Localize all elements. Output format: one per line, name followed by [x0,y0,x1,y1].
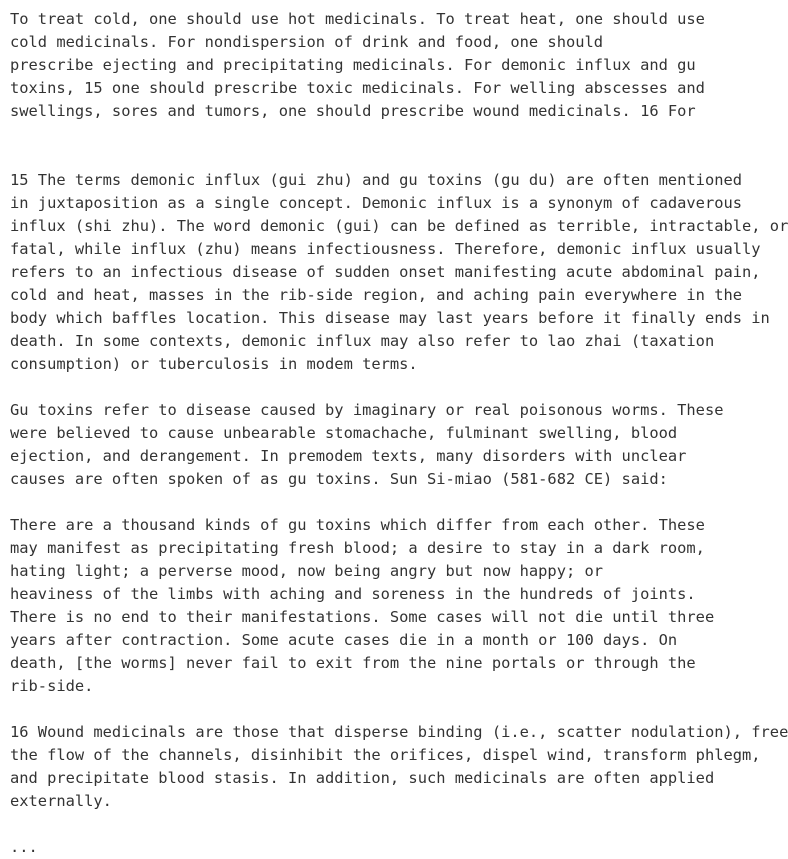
text-line: in juxtaposition as a single concept. Demonic influx is a synonym of cadaverous [10,194,743,212]
quote-paragraph [10,514,771,698]
text-line: To treat cold, one should use hot medicinals. To treat heat, one should use [10,10,705,28]
text-line: There is no end to their manifestations. Some cases will not die until three [10,608,715,626]
main-text-paragraph [10,8,771,123]
text-line: and precipitate blood stasis. In addition, such medicinals are often applied [10,769,715,787]
text-line: were believed to cause unbearable stomachache, fulminant swelling, blood [10,424,678,442]
text-line: toxins, 15 one should prescribe toxic medicinals. For welling abscesses and [10,79,705,97]
text-line: cold medicinals. For nondispersion of drink and food, one should [10,33,604,51]
text-line: 15 The terms demonic influx (gui zhu) and gu toxins (gu du) are often mentioned [10,171,743,189]
text-line: ejection, and derangement. In premodem texts, many disorders with unclear [10,447,687,465]
gu-toxins-paragraph [10,399,771,491]
text-line: death. In some contexts, demonic influx may also refer to lao zhai (taxation [10,332,715,350]
text-line: years after contraction. Some acute cases die in a month or 100 days. On [10,631,678,649]
paragraph-gap [10,376,771,399]
paragraph-gap [10,813,771,836]
text-line: body which baffles location. This disease may last years before it finally ends in [10,309,770,327]
paragraph-gap [10,698,771,721]
text-line: swellings, sores and tumors, one should prescribe wound medicinals. 16 For [10,102,696,120]
text-line: death, [the worms] never fail to exit from the nine portals or through the [10,654,696,672]
text-line: refers to an infectious disease of sudden onset manifesting acute abdominal pain, [10,263,761,281]
text-line: consumption) or tuberculosis in modem terms. [10,355,418,373]
paragraph-gap [10,491,771,514]
text-line: fatal, while influx (zhu) means infectiousness. Therefore, demonic influx usually [10,240,761,258]
text-line: heaviness of the limbs with aching and soreness in the hundreds of joints. [10,585,696,603]
text-line: externally. [10,792,112,810]
footnote-15 [10,169,788,376]
text-line: prescribe ejecting and precipitating medicinals. For demonic influx and gu [10,56,696,74]
text-line: Gu toxins refer to disease caused by imaginary or real poisonous worms. These [10,401,724,419]
text-line: hating light; a perverse mood, now being angry but now happy; or [10,562,604,580]
text-line: ... [10,838,38,856]
trailing-ellipsis [10,836,771,859]
text-line: influx (shi zhu). The word demonic (gui) can be defined as terrible, intractable, or [10,217,788,235]
text-line: rib-side. [10,677,94,695]
text-line: causes are often spoken of as gu toxins. Sun Si-miao (581-682 CE) said: [10,470,668,488]
text-line: may manifest as precipitating fresh blood; a desire to stay in a dark room, [10,539,705,557]
footnote-16 [10,721,788,813]
text-line: 16 Wound medicinals are those that disperse binding (i.e., scatter nodulation), free [10,723,788,741]
text-line: cold and heat, masses in the rib-side region, and aching pain everywhere in the [10,286,743,304]
text-line: the flow of the channels, disinhibit the orifices, dispel wind, transform phlegm, [10,746,761,764]
text-line: There are a thousand kinds of gu toxins which differ from each other. These [10,516,705,534]
paragraph-gap [10,123,771,169]
